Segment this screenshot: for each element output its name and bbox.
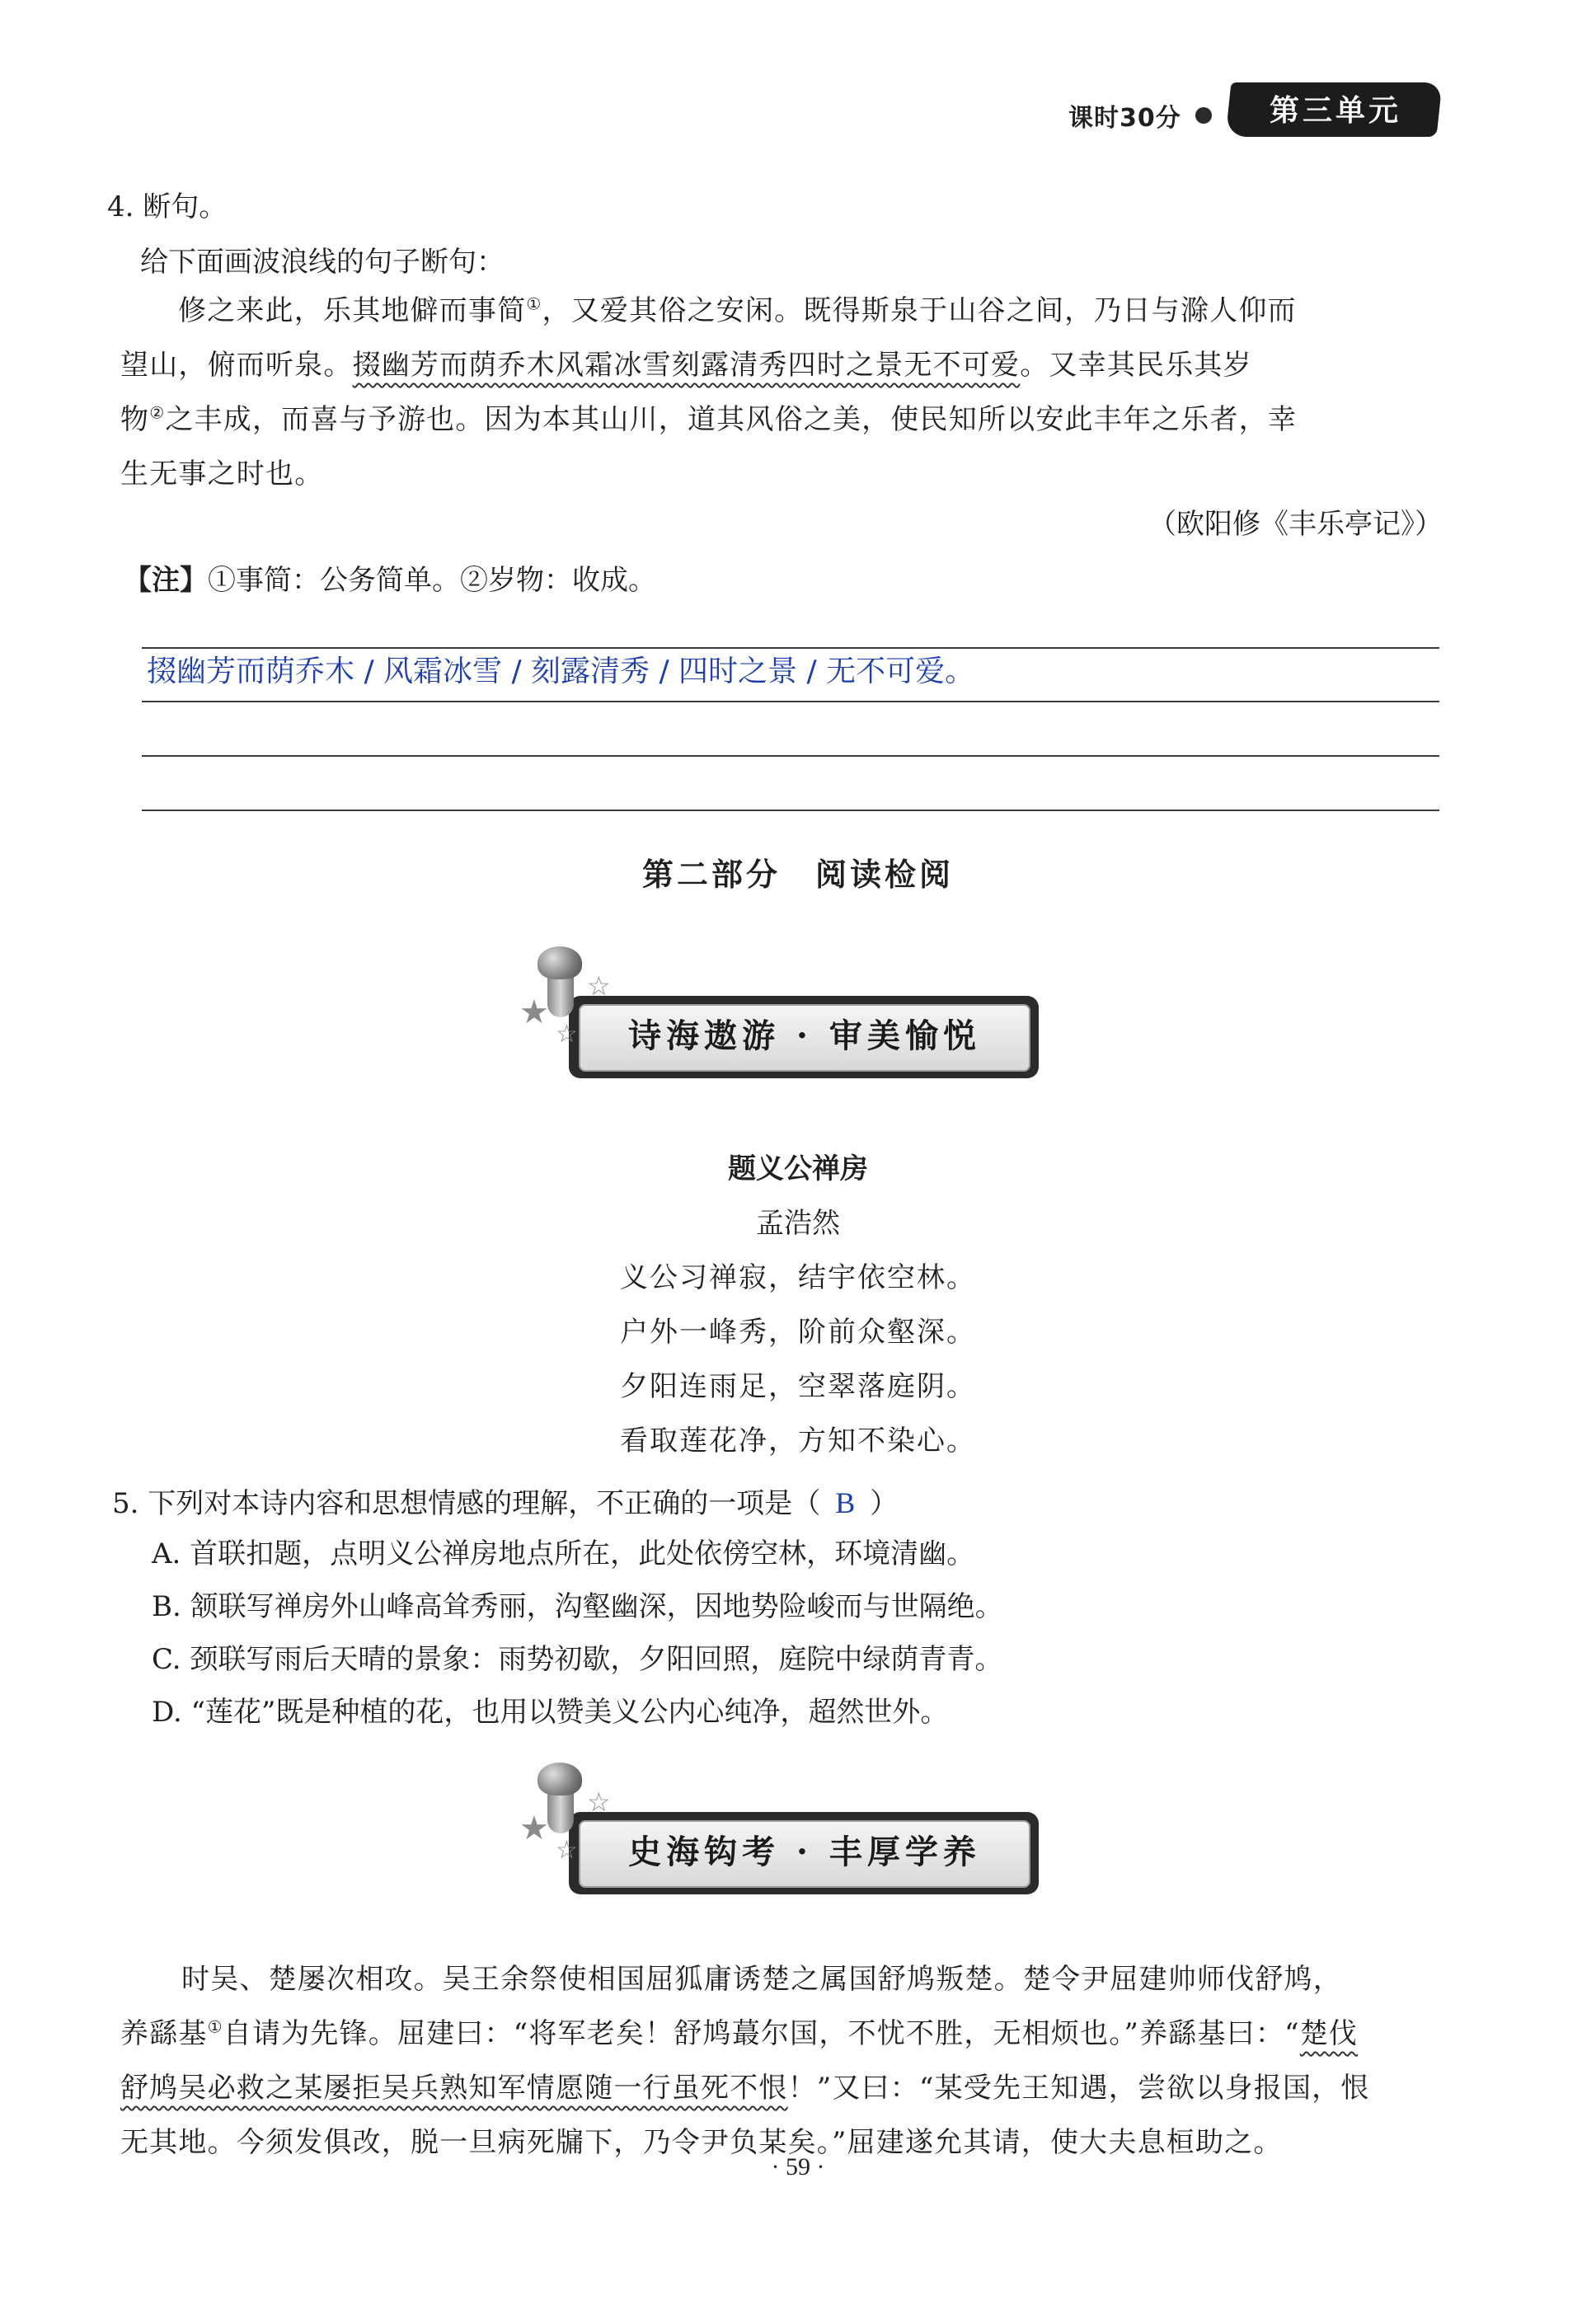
star-icon: ☆ xyxy=(587,1786,611,1818)
passage-line: 修之来此，乐其地僻而事简①，又爱其俗之安闲。既得斯泉于山谷之间，乃日与滁人仰而 xyxy=(178,293,1297,327)
q5-option-a: A. 首联扣题，点明义公禅房地点所在，此处依傍空林，环境清幽。 xyxy=(152,1537,975,1570)
series-title: 课时30分 xyxy=(1068,104,1181,133)
passage-line: 物②之丰成，而喜与予游也。因为本其山川，道其风俗之美，使民知所以安此丰年之乐者，幸 xyxy=(120,402,1298,436)
passage-source: （欧阳修《丰乐亭记》） xyxy=(1148,508,1443,541)
section-banner-history xyxy=(519,1762,1063,1911)
q4-instruction: 给下面画波浪线的句子断句： xyxy=(140,246,505,279)
passage-note: 【注】①事简：公务简单。②岁物：收成。 xyxy=(124,564,656,597)
history-line: 养繇基①自请为先锋。屈建曰：“将军老矣！舒鸠蕞尔国，不忧不胜，无相烦也。”养繇基曰：“楚伐 xyxy=(120,2016,1359,2050)
section-banner-poetry xyxy=(519,946,1063,1095)
answer-line xyxy=(142,701,1439,702)
poem-line: 义公习禅寂，结宇依空林。 xyxy=(620,1261,976,1294)
poem-line: 户外一峰秀，阶前众壑深。 xyxy=(620,1316,976,1349)
star-icon: ☆ xyxy=(556,1836,578,1865)
banner-label: 史海钩考 · 丰厚学养 xyxy=(628,1833,981,1871)
answer-line xyxy=(142,755,1439,757)
wavy-sentence: 舒鸠吴必救之某屡拒吴兵熟知军情愿随一行虽死不恨 xyxy=(120,2072,788,2105)
q5-option-b: B. 颔联写禅房外山峰高耸秀丽，沟壑幽深，因地势险峻而与世隔绝。 xyxy=(152,1590,1003,1623)
wavy-sentence: 掇幽芳而荫乔木风霜冰雪刻露清秀四时之景无不可爱 xyxy=(352,349,1021,382)
q5-option-d: D. “莲花”既是种植的花，也用以赞美义公内心纯净，超然世外。 xyxy=(152,1696,949,1729)
pushpin-icon xyxy=(547,974,574,1017)
pushpin-head-icon xyxy=(537,1762,582,1795)
banner-label: 诗海遨游 · 审美愉悦 xyxy=(628,1016,981,1055)
answer-line xyxy=(142,647,1439,649)
q5-option-c: C. 颈联写雨后天晴的景象：雨势初歇，夕阳回照，庭院中绿荫青青。 xyxy=(152,1643,1003,1676)
part-heading: 第二部分 阅读检阅 xyxy=(641,857,954,893)
q4-answer: 掇幽芳而荫乔木 / 风霜冰雪 / 刻露清秀 / 四时之景 / 无不可爱。 xyxy=(147,655,975,688)
unit-label: 第三单元 xyxy=(1269,93,1401,128)
history-line: 时吴、楚屡次相攻。吴王余祭使相国屈狐庸诱楚之属国舒鸠叛楚。楚令尹屈建帅师伐舒鸠， xyxy=(181,1963,1342,1996)
pushpin-icon xyxy=(547,1791,574,1833)
star-icon: ☆ xyxy=(587,970,611,1002)
answer-line xyxy=(142,810,1439,811)
star-icon: ★ xyxy=(519,993,549,1031)
pushpin-head-icon xyxy=(537,946,582,979)
passage-line: 生无事之时也。 xyxy=(120,458,324,490)
star-icon: ★ xyxy=(519,1809,549,1847)
poem-author: 孟浩然 xyxy=(756,1207,840,1240)
page-number: · 59 · xyxy=(771,2153,825,2180)
history-line: 舒鸠吴必救之某屡拒吴兵熟知军情愿随一行虽死不恨！”又曰：“某受先王知遇，尝欲以身报国，恨 xyxy=(120,2072,1370,2105)
dot-icon xyxy=(1195,107,1212,124)
wavy-sentence: 楚伐 xyxy=(1299,2017,1359,2050)
q4-title: 4. 断句。 xyxy=(107,190,228,223)
q5-stem: 5. 下列对本诗内容和思想情感的理解，不正确的一项是（ B ） xyxy=(112,1486,899,1520)
poem-line: 看取莲花净，方知不染心。 xyxy=(620,1425,976,1457)
passage-line: 望山，俯而听泉。掇幽芳而荫乔木风霜冰雪刻露清秀四时之景无不可爱。又幸其民乐其岁 xyxy=(120,349,1252,382)
q5-answer: B xyxy=(835,1486,856,1519)
star-icon: ☆ xyxy=(556,1020,578,1049)
poem-title: 题义公禅房 xyxy=(728,1152,868,1185)
history-line: 无其地。今须发俱改，脱一旦病死牖下，乃令尹负某矣。”屈建遂允其请，使大夫息桓助之。 xyxy=(120,2126,1283,2159)
poem-line: 夕阳连雨足，空翠落庭阴。 xyxy=(620,1370,976,1403)
